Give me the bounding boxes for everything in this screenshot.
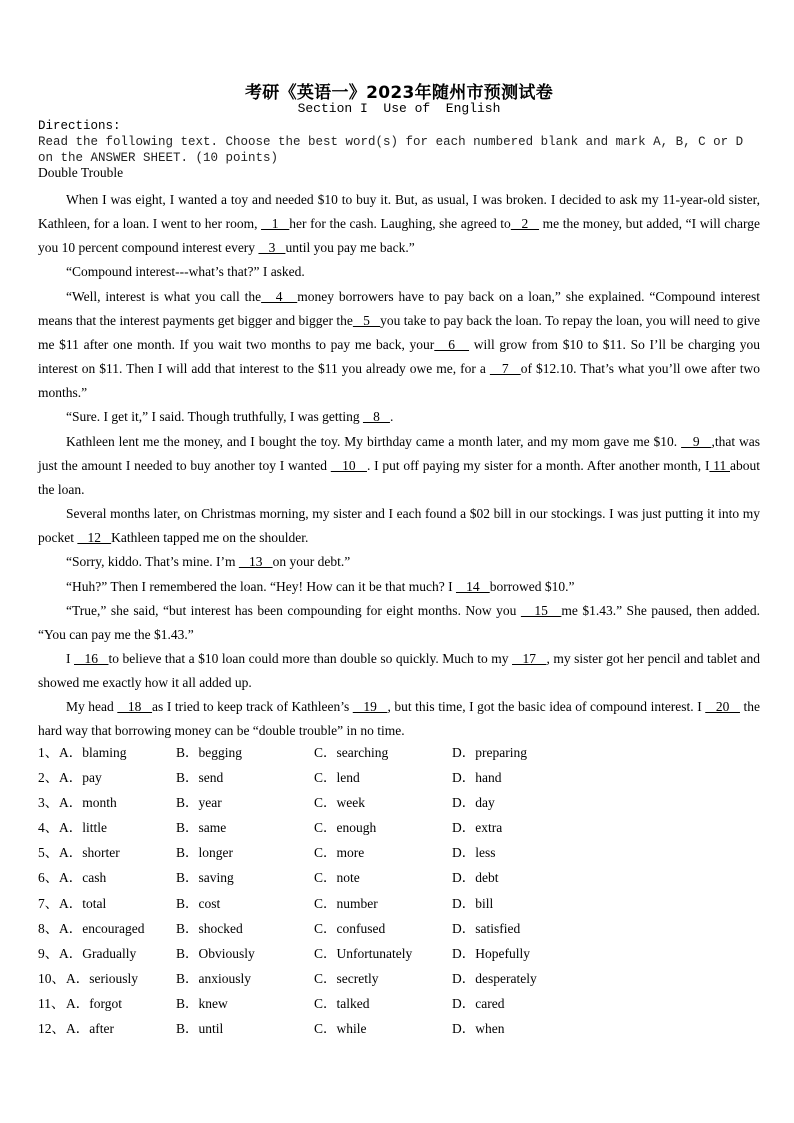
answer-blank[interactable]: 12 bbox=[77, 530, 112, 546]
option-d[interactable]: D．debt bbox=[452, 870, 499, 886]
answer-blank[interactable]: 18 bbox=[117, 699, 153, 715]
passage-text: “Well, interest is what you call the bbox=[66, 288, 262, 304]
option-b[interactable]: B．send bbox=[176, 770, 224, 786]
passage-text: “True,” she said, “but interest has been compounding for eight months. Now you bbox=[66, 602, 521, 618]
question-number: 10、 bbox=[38, 970, 65, 986]
answer-blank[interactable]: 6 bbox=[434, 336, 470, 352]
option-c[interactable]: C．note bbox=[314, 870, 360, 886]
passage-text: on your debt.” bbox=[272, 554, 351, 570]
passage-text: . I put off paying my sister for a month. After another month, I bbox=[366, 457, 710, 473]
answer-blank[interactable]: 19 bbox=[352, 699, 388, 715]
option-c[interactable]: C．Unfortunately bbox=[314, 945, 413, 961]
passage-paragraph bbox=[38, 502, 760, 550]
passage-text: “Huh?” Then I remembered the loan. “Hey! How can it be that much? I bbox=[66, 578, 456, 594]
option-b[interactable]: B．shocked bbox=[176, 920, 243, 936]
passage-paragraph bbox=[38, 405, 760, 429]
passage-text: Kathleen lent me the money, and I bought the toy. My birthday came a month later, and my mom gave me $10. bbox=[66, 433, 682, 449]
question-options-row bbox=[38, 992, 760, 1017]
question-number: 6、 bbox=[38, 870, 59, 886]
question-options-row bbox=[38, 967, 760, 992]
passage-text: her for the cash. Laughing, she agreed to bbox=[289, 216, 511, 232]
option-d[interactable]: D．less bbox=[452, 845, 496, 861]
option-b[interactable]: B．Obviously bbox=[176, 945, 255, 961]
option-c[interactable]: C．searching bbox=[314, 745, 389, 760]
option-d[interactable]: D．Hopefully bbox=[452, 945, 530, 961]
option-a[interactable]: A．blaming bbox=[59, 745, 127, 760]
option-b[interactable]: B．knew bbox=[176, 995, 228, 1011]
option-d[interactable]: D．cared bbox=[452, 995, 505, 1011]
passage-paragraph bbox=[38, 188, 760, 260]
answer-blank[interactable]: 1 bbox=[261, 216, 290, 232]
option-d[interactable]: D．preparing bbox=[452, 745, 527, 760]
question-number: 2、 bbox=[38, 770, 59, 786]
question-options-row bbox=[38, 1017, 760, 1042]
question-number: 4、 bbox=[38, 820, 59, 836]
option-d[interactable]: D．hand bbox=[452, 770, 502, 786]
passage-text: Several months later, on Christmas morning, my sister and I each found a $02 bill in our stockings. I was just putting it into my pocket bbox=[38, 506, 760, 546]
option-d[interactable]: D．extra bbox=[452, 820, 503, 836]
option-a[interactable]: A．encouraged bbox=[59, 920, 145, 936]
option-c[interactable]: C．number bbox=[314, 895, 378, 911]
passage-text: as I tried to keep track of Kathleen’s bbox=[152, 699, 353, 715]
answer-blank[interactable]: 17 bbox=[512, 650, 547, 666]
directions-label: Directions: bbox=[38, 119, 121, 133]
passage-paragraph bbox=[38, 575, 760, 599]
passage-text: me $1.43.” She paused, then added. “You can pay me the $1.43.” bbox=[38, 602, 760, 642]
option-d[interactable]: D．desperately bbox=[452, 970, 537, 986]
option-d[interactable]: D．day bbox=[452, 795, 495, 811]
question-options-row bbox=[38, 841, 760, 866]
answer-blank[interactable]: 14 bbox=[455, 578, 490, 594]
passage-text: When I was eight, I wanted a toy and needed $10 to buy it. But, as usual, I was broken. I decided to ask my 11-year-old sister, Kathleen, for a loan. I went to her room, bbox=[38, 192, 760, 232]
passage-text: to believe that a $10 loan could more than double so quickly. Much to my bbox=[108, 650, 513, 666]
option-c[interactable]: C．confused bbox=[314, 920, 386, 936]
option-b[interactable]: B．until bbox=[176, 1021, 224, 1037]
option-b[interactable]: B．longer bbox=[176, 845, 233, 861]
question-number: 3、 bbox=[38, 795, 59, 811]
question-number: 8、 bbox=[38, 920, 59, 936]
answer-blank[interactable]: 16 bbox=[74, 650, 109, 666]
passage-text: will grow from $10 to $11. So I’ll be charging you interest on $11. Then I will add that interest to the $11 you already owe me, for a bbox=[38, 336, 760, 377]
question-options-row bbox=[38, 892, 760, 917]
answer-blank[interactable]: 20 bbox=[705, 699, 740, 715]
option-c[interactable]: C．secretly bbox=[314, 970, 379, 986]
option-d[interactable]: D．when bbox=[452, 1021, 505, 1037]
option-d[interactable]: D．bill bbox=[452, 895, 494, 911]
question-options-row bbox=[38, 917, 760, 942]
option-b[interactable]: B．saving bbox=[176, 870, 234, 886]
directions-text: Read the following text. Choose the best word(s) for each numbered blank and mark A, B, C or D on the ANSWER SHEET. (10 points) bbox=[38, 135, 744, 165]
option-c[interactable]: C．week bbox=[314, 795, 365, 811]
answer-blank[interactable]: 3 bbox=[258, 240, 286, 256]
option-a[interactable]: A．month bbox=[59, 795, 117, 811]
question-number: 7、 bbox=[38, 895, 59, 911]
answer-blank[interactable]: 4 bbox=[261, 288, 298, 304]
passage-text: “Compound interest---what’s that?” I asked. bbox=[66, 264, 305, 280]
passage-paragraph bbox=[38, 260, 760, 284]
section-title: Section I Use of English bbox=[297, 101, 501, 116]
question-number: 11、 bbox=[38, 995, 65, 1011]
question-number: 5、 bbox=[38, 845, 59, 861]
option-a[interactable]: A．cash bbox=[59, 870, 107, 886]
question-number: 12、 bbox=[38, 1021, 65, 1037]
question-options-row bbox=[38, 741, 760, 766]
passage-paragraph bbox=[38, 550, 760, 574]
answer-blank[interactable]: 7 bbox=[489, 361, 521, 377]
option-a[interactable]: A．total bbox=[59, 895, 107, 911]
passage-text: Kathleen tapped me on the shoulder. bbox=[111, 530, 309, 546]
option-a[interactable]: A．pay bbox=[59, 770, 102, 786]
option-c[interactable]: C．more bbox=[314, 845, 365, 861]
option-c[interactable]: C．enough bbox=[314, 820, 377, 836]
passage-paragraph bbox=[38, 599, 760, 647]
passage-text: me the money, but added, “I will charge you 10 percent compound interest every bbox=[38, 216, 761, 256]
passage-paragraph bbox=[38, 647, 760, 695]
passage-paragraph bbox=[38, 285, 760, 406]
option-b[interactable]: B．anxiously bbox=[176, 970, 252, 986]
answer-blank[interactable]: 15 bbox=[520, 602, 562, 618]
option-d[interactable]: D．satisfied bbox=[452, 920, 521, 936]
passage-paragraph bbox=[38, 430, 760, 502]
passage-text: until you pay me back.” bbox=[285, 240, 415, 256]
passage-text: of $12.10. That’s what you’ll owe after two months.” bbox=[38, 361, 761, 401]
answer-options bbox=[38, 741, 760, 1042]
answer-blank[interactable]: 10 bbox=[330, 457, 367, 473]
question-options-row bbox=[38, 791, 760, 816]
answer-blank[interactable]: 8 bbox=[362, 409, 390, 425]
option-b[interactable]: B．cost bbox=[176, 895, 221, 911]
option-a[interactable]: A．Gradually bbox=[59, 945, 137, 961]
passage-text: “Sure. I get it,” I said. Though truthfully, I was getting bbox=[66, 409, 363, 425]
passage-text: about the loan. bbox=[38, 457, 760, 497]
exam-title: 考研《英语一》2023年随州市预测试卷 bbox=[244, 83, 553, 103]
option-a[interactable]: A．little bbox=[59, 820, 107, 836]
passage-text: you take to pay back the loan. To repay the loan, you will need to give me $11 after one month. If you wait two months to pay me back, your bbox=[38, 312, 761, 352]
passage-paragraph bbox=[38, 695, 760, 743]
passage-text: My head bbox=[66, 699, 118, 715]
option-b[interactable]: B．same bbox=[176, 820, 227, 836]
option-b[interactable]: B．begging bbox=[176, 745, 242, 760]
question-options-row bbox=[38, 942, 760, 967]
answer-blank[interactable]: 11 bbox=[709, 457, 730, 473]
answer-blank[interactable]: 9 bbox=[681, 433, 712, 449]
passage-text: “Sorry, kiddo. That’s mine. I’m bbox=[66, 554, 239, 570]
question-number: 1、 bbox=[38, 745, 59, 760]
option-c[interactable]: C．lend bbox=[314, 770, 360, 786]
passage-text: borrowed $10.” bbox=[489, 578, 575, 594]
question-number: 9、 bbox=[38, 945, 59, 961]
option-b[interactable]: B．year bbox=[176, 795, 222, 811]
passage-text: , my sister got her pencil and tablet and showed me exactly how it all added up. bbox=[38, 650, 761, 691]
passage-title: Double Trouble bbox=[38, 165, 124, 180]
question-options-row bbox=[38, 816, 760, 841]
answer-blank[interactable]: 2 bbox=[510, 216, 540, 232]
answer-blank[interactable]: 13 bbox=[238, 554, 273, 570]
passage-text: the hard way that borrowing money can be “double trouble” in no time. bbox=[38, 699, 760, 739]
passage-body bbox=[38, 188, 760, 744]
question-options-row bbox=[38, 866, 760, 891]
question-options-row bbox=[38, 766, 760, 791]
passage-text: , but this time, I got the basic idea of compound interest. I bbox=[387, 699, 706, 715]
option-a[interactable]: A．forgot bbox=[66, 995, 122, 1011]
option-c[interactable]: C．talked bbox=[314, 995, 370, 1011]
option-a[interactable]: A．seriously bbox=[66, 970, 138, 986]
option-a[interactable]: A．shorter bbox=[59, 845, 120, 861]
passage-text: . bbox=[389, 409, 394, 425]
option-a[interactable]: A．after bbox=[66, 1021, 114, 1037]
passage-text: ,that was just the amount I needed to buy another toy I wanted bbox=[38, 433, 760, 473]
answer-blank[interactable]: 5 bbox=[352, 312, 381, 328]
option-c[interactable]: C．while bbox=[314, 1021, 367, 1037]
passage-text: I bbox=[66, 650, 74, 666]
passage-text: money borrowers have to pay back on a loan,” she explained. “Compound interest means that the interest payments get bigger and bigger the bbox=[38, 288, 761, 328]
